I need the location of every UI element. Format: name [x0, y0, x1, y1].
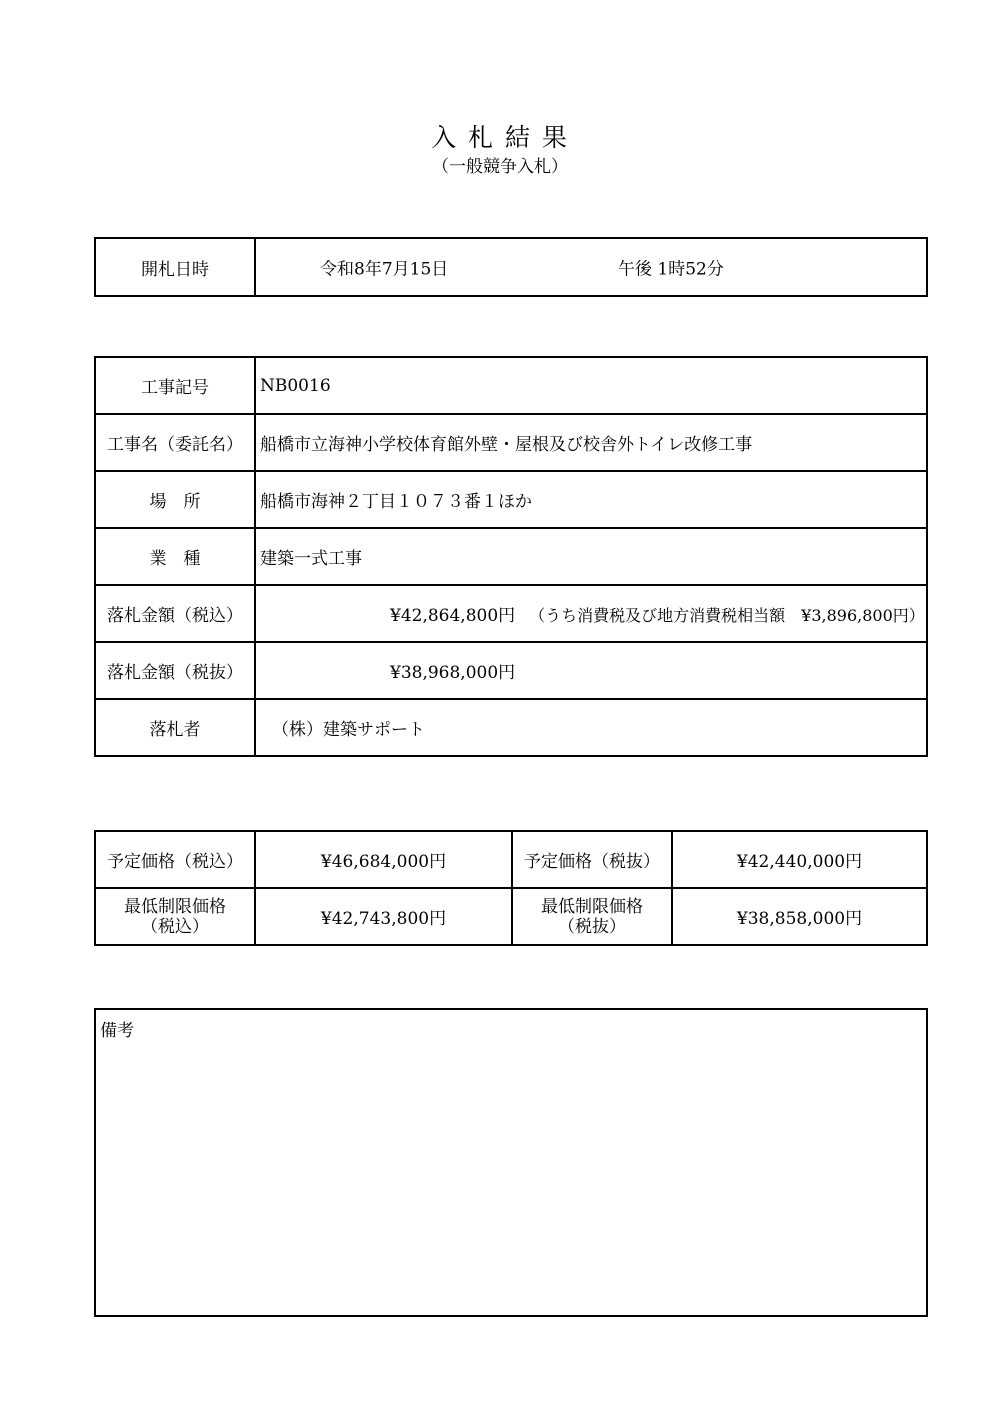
work-name-label: 工事名（委託名）	[95, 414, 255, 471]
planned-excl-label: 予定価格（税抜）	[512, 831, 672, 888]
min-excl-label-line2: （税抜）	[558, 916, 626, 937]
amount-incl-value: ¥42,864,800円	[390, 606, 516, 626]
winner-label: 落札者	[95, 699, 255, 756]
work-code-value: NB0016	[255, 357, 927, 414]
amount-excl-value: ¥38,968,000円	[390, 663, 516, 683]
planned-incl-label: 予定価格（税込）	[95, 831, 255, 888]
amount-excl-label: 落札金額（税抜）	[95, 642, 255, 699]
opening-date: 令和8年7月15日	[320, 259, 449, 280]
industry-row	[95, 528, 927, 585]
work-name-value: 船橋市立海神小学校体育館外壁・屋根及び校舎外トイレ改修工事	[255, 414, 927, 471]
industry-value: 建築一式工事	[255, 528, 927, 585]
planned-incl-value: ¥46,684,000円	[255, 831, 512, 888]
amount-tax-note: （うち消費税及び地方消費税相当額 ¥3,896,800円）	[529, 606, 925, 625]
winner-cell	[255, 699, 927, 756]
planned-excl-value: ¥42,440,000円	[672, 831, 927, 888]
min-excl-value: ¥38,858,000円	[672, 888, 927, 945]
winner-row	[95, 699, 927, 756]
amount-incl-cell	[255, 585, 927, 642]
opening-row	[95, 238, 927, 296]
amount-incl-label: 落札金額（税込）	[95, 585, 255, 642]
work-name-row	[95, 414, 927, 471]
location-label: 場 所	[95, 471, 255, 528]
notes-row	[95, 1009, 927, 1316]
min-incl-value: ¥42,743,800円	[255, 888, 512, 945]
notes-cell	[95, 1009, 927, 1316]
opening-label: 開札日時	[95, 238, 255, 296]
notes-label: 備考	[100, 1021, 134, 1041]
page-subtitle: （一般競争入札）	[432, 157, 568, 177]
amount-excl-row	[95, 642, 927, 699]
price-table	[94, 830, 928, 946]
amount-excl-cell	[255, 642, 927, 699]
work-code-label: 工事記号	[95, 357, 255, 414]
min-incl-label-line2: （税込）	[141, 916, 209, 937]
planned-price-row	[95, 831, 927, 888]
min-excl-label-line1: 最低制限価格	[541, 896, 643, 917]
min-excl-label-cell	[512, 888, 672, 945]
min-incl-label-cell	[95, 888, 255, 945]
opening-datetime-table	[94, 237, 928, 297]
industry-label: 業 種	[95, 528, 255, 585]
opening-value-cell	[255, 238, 927, 296]
location-row	[95, 471, 927, 528]
amount-incl-row	[95, 585, 927, 642]
winner-value: （株）建築サポート	[272, 720, 425, 740]
location-value: 船橋市海神２丁目１０７３番１ほか	[255, 471, 927, 528]
min-price-row	[95, 888, 927, 945]
work-info-table	[94, 356, 928, 757]
opening-time: 午後 1時52分	[618, 259, 724, 280]
notes-table	[94, 1008, 928, 1317]
page-title: 入 札 結 果	[431, 123, 569, 152]
min-incl-label-line1: 最低制限価格	[124, 896, 226, 917]
work-code-row	[95, 357, 927, 414]
